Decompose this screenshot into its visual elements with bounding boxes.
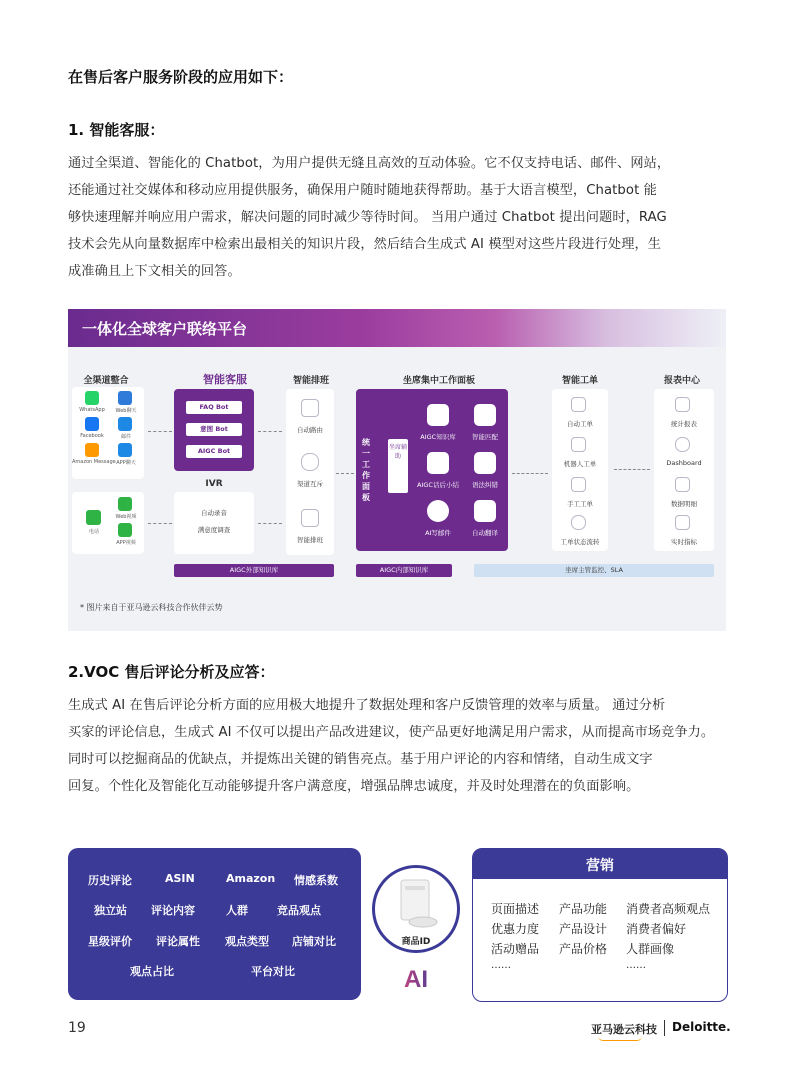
voc-tag: 历史评论	[88, 874, 132, 887]
section1-line: 还能通过社交媒体和移动应用提供服务，确保用户随时随地获得帮助。基于大语言模型，Chatbot 能	[68, 183, 657, 198]
voc-tag: 评论内容	[151, 904, 195, 917]
voc-tag: 观点占比	[130, 965, 174, 978]
report-item: 实时指标	[671, 538, 697, 546]
voc-tag-box	[68, 848, 361, 1000]
flow-arrow	[148, 523, 172, 524]
ticket-panel	[552, 389, 608, 551]
routing-item: 自动路由	[297, 426, 323, 434]
section2-body	[68, 692, 738, 800]
flow-arrow	[336, 473, 354, 474]
figure-banner	[68, 309, 726, 347]
section1-body	[68, 150, 733, 285]
product-circle	[372, 865, 460, 953]
marketing-item: 消费者高频观点	[626, 902, 711, 916]
marketing-item: 人群画像	[626, 942, 675, 956]
section2-title: 2.VOC 售后评论分析及应答：	[68, 663, 275, 681]
voice-channels-panel	[72, 492, 144, 554]
ai-label: AI	[395, 966, 437, 994]
summary-icon	[427, 452, 449, 474]
marketing-header	[473, 849, 727, 879]
report-item: 统计报表	[671, 420, 697, 428]
voc-tag: 观点类型	[225, 935, 269, 948]
agent-assist-box: 坐席辅助	[388, 439, 408, 493]
match-icon	[474, 404, 496, 426]
channel-label: Facebook	[80, 433, 104, 439]
col-header-ticket: 智能工单	[561, 376, 598, 386]
routing-icon	[301, 399, 319, 417]
bar-chart-icon	[675, 397, 690, 412]
agent-item: AI写邮件	[425, 529, 451, 537]
section2-line: 回复。个性化及智能化互动能够提升客户满意度，增强品牌忠诚度，并及时处理潜在的负面影响。	[68, 779, 640, 794]
col-header-report: 报表中心	[663, 376, 700, 386]
calendar-icon	[301, 509, 319, 527]
whatsapp-icon	[85, 391, 99, 405]
platform-figure	[68, 309, 726, 631]
channel-label: APP视频	[116, 540, 136, 546]
aws-smile-icon	[598, 1036, 642, 1041]
robot-icon	[571, 437, 586, 452]
col-header-chatbot: 智能客服	[203, 373, 247, 386]
ivr-label: IVR	[205, 479, 223, 489]
manual-ticket-icon	[571, 477, 586, 492]
flow-arrow	[258, 523, 282, 524]
ivr-panel	[174, 492, 254, 554]
voc-tag: Amazon	[226, 872, 276, 885]
web-chat-icon	[118, 391, 132, 405]
status-flow-icon	[571, 515, 586, 530]
footer-divider	[664, 1020, 665, 1036]
section-intro-heading: 在售后客户服务阶段的应用如下：	[68, 68, 294, 86]
section1-line: 够快速理解并响应用户需求，解决问题的同时减少等待时间。 当用户通过 Chatbot 提出问题时，RAG	[68, 210, 667, 225]
agent-item: AIGC话后小结	[417, 481, 459, 489]
agent-item: 智能匹配	[472, 433, 498, 441]
voc-tag: 星级评价	[88, 935, 132, 948]
channel-label: WhatsApp	[79, 407, 105, 413]
page-number: 19	[68, 1020, 86, 1036]
ticket-item: 手工工单	[567, 500, 593, 508]
amazon-icon	[85, 443, 99, 457]
agent-workspace-panel	[356, 389, 508, 551]
flow-arrow	[614, 469, 650, 470]
supervision-bar: 坐席主管监控、SLA	[474, 564, 714, 577]
phone-icon	[86, 510, 101, 525]
knowledge-icon	[427, 404, 449, 426]
agent-item: AIGC知识库	[420, 433, 456, 441]
product-id-label: 商品ID	[401, 937, 431, 947]
section2-line: 买家的评论信息，生成式 AI 不仅可以提出产品改进建议，使产品更好地满足用户需求，从而提高市场竞争力。	[68, 725, 715, 740]
marketing-item: 页面描述	[491, 902, 540, 916]
grammar-icon	[474, 452, 496, 474]
facebook-icon	[85, 417, 99, 431]
app-video-icon	[118, 523, 132, 537]
agent-item: 自动翻译	[472, 529, 498, 537]
voc-tag: 情感系数	[294, 874, 338, 887]
agent-item: 语法纠错	[472, 481, 498, 489]
channel-label: 邮件	[120, 434, 131, 440]
channel-label: Amazon Message	[72, 459, 116, 465]
routing-panel	[286, 389, 334, 555]
routing-item: 智能排班	[297, 536, 323, 544]
ticket-item: 工单状态流转	[560, 538, 600, 546]
report-item: Dashboard	[666, 459, 702, 467]
voc-tag: 平台对比	[251, 965, 295, 978]
marketing-item: 产品设计	[559, 922, 608, 936]
table-icon	[675, 477, 690, 492]
marketing-item: ……	[626, 960, 646, 971]
ticket-item: 机器人工单	[563, 460, 597, 468]
app-chat-icon	[118, 443, 132, 457]
figure-banner-title: 一体化全球客户联络平台	[82, 320, 248, 338]
section2-line: 同时可以挖掘商品的优缺点，并提炼出关键的销售亮点。基于用户评论的内容和情绪，自动生成文字	[68, 752, 653, 767]
voc-tag: ASIN	[165, 872, 195, 885]
section1-title: 1. 智能客服：	[68, 121, 165, 139]
robot-vacuum-icon	[395, 878, 439, 930]
ai-mail-icon	[427, 500, 449, 522]
realtime-icon	[675, 515, 690, 530]
chatbot-panel	[174, 389, 254, 471]
ivr-item: 满意度调查	[197, 526, 231, 534]
flow-arrow	[512, 473, 548, 474]
agent-side-label: 统一工作面板	[362, 438, 370, 502]
marketing-title: 营销	[586, 858, 614, 874]
deloitte-logo-text: Deloitte.	[672, 1020, 731, 1034]
voc-tag: 人群	[226, 904, 248, 917]
internal-kb-bar: AIGC内部知识库	[356, 564, 452, 577]
report-item: 数据明细	[671, 500, 697, 508]
voc-tag: 店铺对比	[292, 935, 336, 948]
ticket-item: 自动工单	[567, 420, 593, 428]
channel-label: Web视频	[115, 514, 137, 520]
flow-arrow	[148, 431, 172, 432]
report-panel	[654, 389, 714, 551]
intent-bot-pill: 意图 Bot	[186, 423, 242, 436]
marketing-item: 消费者偏好	[626, 922, 687, 936]
link-icon	[301, 453, 319, 471]
marketing-item: 产品价格	[559, 942, 608, 956]
aws-logo-text: 亚马逊云科技	[591, 1023, 657, 1036]
col-header-channels: 全渠道整合	[83, 376, 129, 386]
web-video-icon	[118, 497, 132, 511]
channel-label: Web聊天	[115, 408, 137, 414]
channel-label: 电话	[88, 529, 99, 535]
channel-label: APP聊天	[116, 460, 136, 466]
dashboard-icon	[675, 437, 690, 452]
translate-icon	[474, 500, 496, 522]
marketing-item: 活动赠品	[491, 942, 540, 956]
col-header-agent: 坐席集中工作面板	[402, 376, 475, 386]
section2-line: 生成式 AI 在售后评论分析方面的应用极大地提升了数据处理和客户反馈管理的效率与质量。 通过分析	[68, 698, 666, 713]
section1-line: 技术会先从向量数据库中检索出最相关的知识片段，然后结合生成式 AI 模型对这些片段进行处理，生	[68, 237, 662, 252]
voc-tag: 评论属性	[156, 935, 200, 948]
channels-panel	[72, 387, 144, 479]
voc-tag: 独立站	[94, 904, 127, 917]
ivr-item: 自动录音	[201, 509, 227, 517]
auto-ticket-icon	[571, 397, 586, 412]
routing-item: 渠道互斥	[297, 480, 323, 488]
marketing-item: 优惠力度	[491, 922, 540, 936]
section1-line: 成准确且上下文相关的回答。	[68, 264, 241, 279]
mail-icon	[118, 417, 132, 431]
marketing-item: ……	[491, 960, 511, 971]
figure-source-note: * 图片来自于亚马逊云科技合作伙伴云势	[80, 603, 223, 612]
external-kb-bar: AIGC外部知识库	[174, 564, 334, 577]
section1-line: 通过全渠道、智能化的 Chatbot，为用户提供无缝且高效的互动体验。它不仅支持电话、邮件、网站，	[68, 156, 671, 171]
marketing-item: 产品功能	[559, 902, 608, 916]
marketing-box	[472, 848, 728, 1002]
col-header-routing: 智能排班	[292, 376, 329, 386]
flow-arrow	[258, 431, 282, 432]
faq-bot-pill: FAQ Bot	[186, 401, 242, 414]
aigc-bot-pill: AIGC Bot	[186, 445, 242, 458]
voc-tag: 竞品观点	[277, 904, 321, 917]
